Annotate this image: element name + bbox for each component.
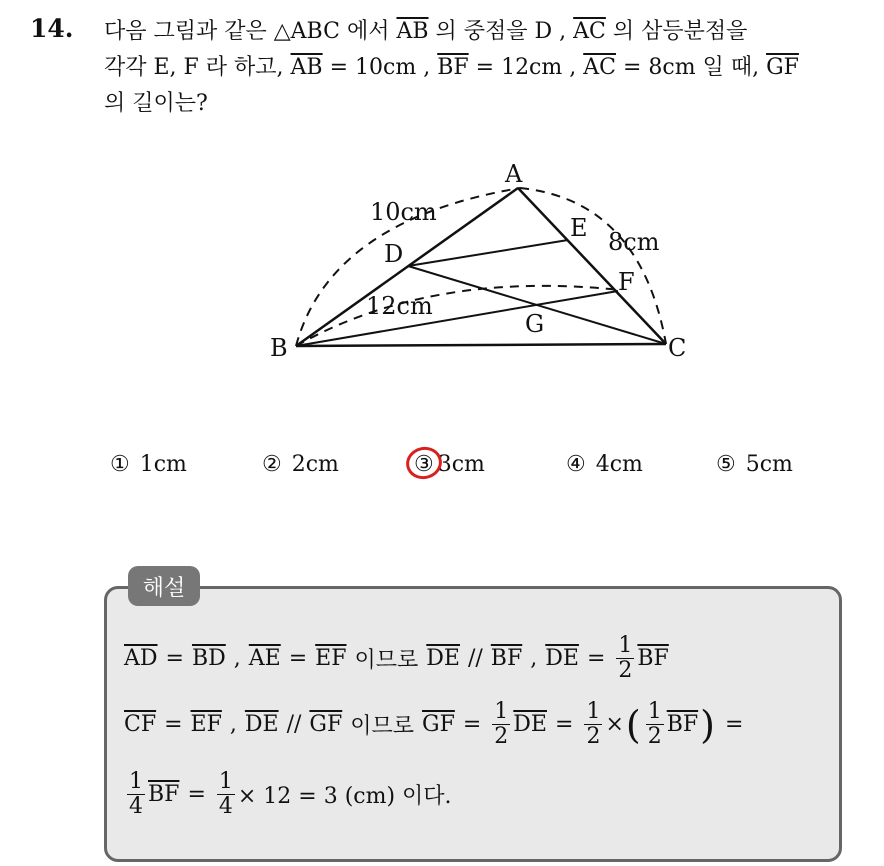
question-line-3 (104, 86, 864, 122)
parallel-sign: // (467, 646, 483, 671)
choice-5[interactable] (716, 452, 793, 477)
segment-bf: $\overline{BF}$ (637, 646, 669, 671)
segment-de: $\overline{DE}$ (426, 646, 460, 671)
segment-bf-value: = 12cm , (475, 55, 577, 80)
fraction (492, 700, 510, 749)
segment-bd: $\overline{BD}$ (191, 646, 226, 671)
choice-text: 3cm (437, 452, 485, 477)
segment-ab: $\overline{AB}$ (396, 19, 429, 44)
solution-connector-text: 이므로 (354, 648, 419, 673)
equals-sign: = (586, 646, 606, 671)
segment-cf: $\overline{CF}$ (124, 712, 157, 737)
choice-text: 1cm (139, 452, 187, 477)
choice-text: 2cm (291, 452, 339, 477)
segment-bf-line (296, 291, 618, 346)
solution-tag: 해설 (128, 566, 200, 606)
choice-number: ⑤ (716, 452, 736, 477)
fraction-numerator: 1 (647, 699, 662, 724)
choice-mark-glyph: ③ (414, 452, 434, 477)
vertex-a-label: A (505, 160, 523, 188)
question-text-part: 다음 그림과 같은 △ABC 에서 (104, 19, 390, 44)
equals-sign: = (462, 712, 482, 737)
question-number: 14. (30, 14, 74, 43)
length-ab-label: 10cm (370, 198, 437, 226)
vertex-b-label: B (270, 334, 288, 362)
equals-sign: = (288, 646, 308, 671)
choice-1[interactable] (110, 452, 187, 477)
choice-number (414, 452, 434, 477)
question-line-2 (104, 50, 864, 86)
fraction (646, 700, 664, 749)
choice-number: ② (262, 452, 282, 477)
solution-connector-text: 이므로 (350, 714, 415, 739)
fraction (616, 634, 634, 683)
equals-sign: = (187, 782, 206, 807)
segment-de: $\overline{DE}$ (545, 646, 579, 671)
segment-ab: $\overline{AB}$ (290, 55, 323, 80)
segment-ef: $\overline{EF}$ (190, 712, 222, 737)
length-ac-label: 8cm (608, 228, 660, 256)
point-g-label: G (525, 310, 545, 338)
fraction (127, 770, 145, 819)
equals-sign: = (555, 712, 574, 737)
fraction-numerator: 1 (618, 633, 633, 658)
vertex-c-label: C (668, 334, 687, 362)
fraction-denominator: 2 (494, 724, 509, 749)
question-text-part: 의 중점을 D , (435, 19, 567, 44)
solution-line-2 (124, 700, 743, 749)
point-f-label: F (618, 268, 635, 296)
point-e-label: E (570, 214, 588, 242)
segment-bf: $\overline{BF}$ (490, 646, 523, 671)
fraction-numerator: 1 (129, 769, 143, 794)
choice-number: ④ (566, 452, 586, 477)
fraction (584, 700, 602, 749)
choice-number: ① (110, 452, 130, 477)
fraction-denominator: 2 (586, 724, 601, 749)
equals-sign: = (724, 712, 744, 737)
side-bc (296, 344, 666, 346)
solution-line-3 (124, 770, 452, 819)
right-paren: ) (700, 702, 715, 747)
comma: , (229, 712, 237, 737)
comma: , (233, 646, 241, 671)
segment-ad: $\overline{AD}$ (124, 646, 158, 671)
question-text (104, 14, 864, 122)
question-text-part: 의 길이는? (104, 91, 208, 116)
segment-ac: $\overline{AC}$ (583, 55, 616, 80)
fraction-numerator: 1 (494, 699, 509, 724)
segment-ef: $\overline{EF}$ (315, 646, 347, 671)
segment-bf: $\overline{BF}$ (148, 782, 180, 807)
triangle-figure (0, 150, 884, 380)
choice-2[interactable] (262, 452, 339, 477)
fraction-denominator: 2 (647, 724, 662, 749)
segment-de: $\overline{DE}$ (244, 712, 279, 737)
fraction-numerator: 1 (586, 699, 601, 724)
choice-text: 4cm (595, 452, 643, 477)
left-paren: ( (625, 702, 641, 747)
question-text-part: 각각 E, F 라 하고, (104, 55, 284, 80)
solution-result-text: × 12 = 3 (cm) 이다. (237, 784, 452, 809)
segment-ab-value: = 10cm , (329, 55, 431, 80)
times-sign: × (605, 712, 624, 737)
choice-text: 5cm (745, 452, 793, 477)
segment-ac-value: = 8cm 일 때, (622, 55, 760, 80)
segment-de: $\overline{DE}$ (513, 712, 547, 737)
solution-line-1 (124, 634, 669, 683)
fraction (217, 770, 235, 819)
segment-gf: $\overline{GF}$ (309, 712, 343, 737)
question-line-1 (104, 14, 864, 50)
equals-sign: = (165, 646, 184, 671)
segment-ae: $\overline{AE}$ (248, 646, 281, 671)
choice-3[interactable] (414, 452, 485, 477)
point-d-label: D (384, 240, 404, 268)
segment-gf: $\overline{GF}$ (766, 55, 799, 80)
length-bf-label: 12cm (366, 292, 433, 320)
parallel-sign: // (286, 712, 302, 737)
equals-sign: = (164, 712, 183, 737)
fraction-denominator: 4 (129, 794, 143, 819)
fraction-denominator: 4 (218, 794, 233, 819)
question-text-part: 의 삼등분점을 (612, 19, 748, 44)
segment-ac: $\overline{AC}$ (573, 19, 606, 44)
answer-choices (0, 452, 884, 486)
segment-bf: $\overline{BF}$ (666, 712, 699, 737)
choice-4[interactable] (566, 452, 643, 477)
fraction-numerator: 1 (218, 769, 233, 794)
segment-bf: $\overline{BF}$ (437, 55, 469, 80)
comma: , (530, 646, 538, 671)
fraction-denominator: 2 (618, 658, 633, 683)
segment-de-line (408, 240, 568, 266)
segment-gf: $\overline{GF}$ (422, 712, 455, 737)
